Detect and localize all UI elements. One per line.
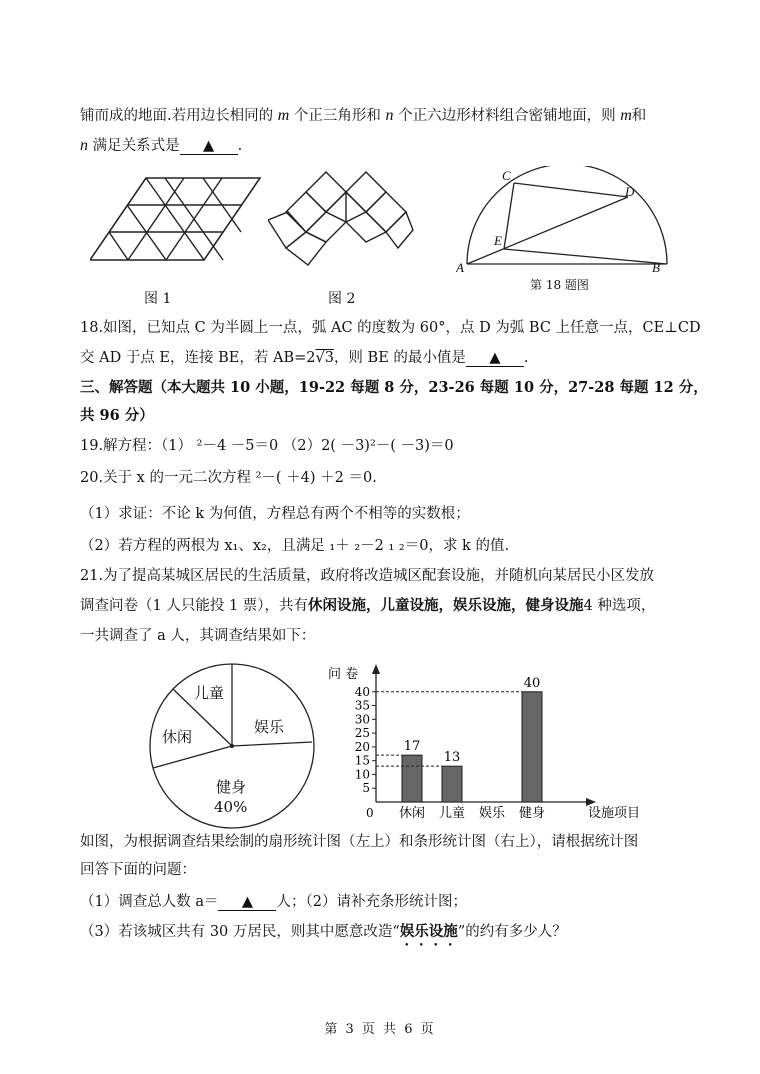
x-tick-label: 娱乐 [478,806,506,820]
q20-part-2: （2）若方程的两根为 x₁、x₂，且满足 ₁＋ ₂－2 ₁ ₂＝0，求 k 的值. [80,538,510,554]
q21-line-2: 调查问卷（1 人只能投 1 票），共有休闲设施，儿童设施，娱乐设施，健身设施4 种选项， [80,597,656,614]
q21-question-1: （1）调查总人数 a＝ ▲ 人；（2）请补充条形统计图； [80,894,467,910]
figure-18-caption: 第 18 题图 [530,278,589,292]
y-tick-label: 15 [354,753,370,768]
q21-text-1: 如图，为根据调查结果绘制的扇形统计图（左上）和条形统计图（右上），请根据统计图 [80,834,639,850]
x-tick-label: 儿童 [438,806,466,820]
y-tick-label: 30 [354,712,370,727]
bar-data-label: 13 [443,750,461,766]
figure-18-semicircle [456,166,686,276]
q17-line-1: 铺而成的地面.若用边长相同的 m 个正三角形和 n 个正六边形材料组合密铺地面，则 m和 [80,107,647,124]
q20-stem: 20.关于 x 的一元二次方程 ²－( ＋4) ＋2 ＝0. [80,470,377,486]
q20-part-1: （1）求证：不论 k 为何值，方程总有两个不相等的实数根； [80,506,470,522]
pie-chart [146,660,326,840]
y-tick-label: 35 [354,698,370,713]
pie-label-fitness: 健身 [216,778,247,796]
pie-label-child: 儿童 [194,684,225,702]
q18-line-1: 18.如图，已知点 C 为半圆上一点，弧 AC 的度数为 60°，点 D 为弧 BC 上任意一点，CE⊥CD [80,320,701,336]
q21-question-3: （3）若该城区共有 30 万居民，则其中愿意改造“娱乐设施”的约有多少人？ [80,923,567,940]
bar-1 [442,766,462,802]
pie-label-fitness-pct: 40% [214,798,248,816]
bar-data-label: 17 [403,739,421,755]
page-footer: 第 3 页 共 6 页 [324,1022,436,1037]
y-tick-label: 5 [362,781,370,796]
section-3-header: 三、解答题（本大题共 10 小题，19-22 每题 8 分，23-26 每题 10 分，27-28 每题 12 分， [80,379,708,396]
y-tick-label: 10 [354,767,370,782]
bar-0 [402,755,422,802]
x-axis-label: 设施项目 [588,806,640,820]
point-c-label: C [502,168,511,183]
origin-label: 0 [366,806,374,820]
y-tick-label: 40 [354,684,370,699]
point-d-label: D [625,184,635,199]
q21-text-2: 回答下面的问题： [80,862,196,878]
x-tick-label: 休闲 [398,806,426,820]
q21-line-3: 一共调查了 a 人，其调查结果如下： [80,628,316,644]
q19: 19.解方程：（1） ²－4 －5＝0 （2）2( －3)²－( －3)＝0 [80,438,454,454]
y-tick-label: 20 [354,739,370,754]
answer-blank: ▲ [466,350,524,367]
point-a-label: A [456,260,464,275]
q18-line-2: 交 AD 于点 E，连接 BE，若 AB=2√3，则 BE 的最小值是 ▲ . [80,350,529,366]
bar-3 [522,692,542,802]
q21-line-1: 21.为了提高某城区居民的生活质量，政府将改造城区配套设施，并随机向某居民小区发放 [80,568,655,584]
q17-line-2: n 满足关系式是 ▲ . [80,137,243,154]
figure-2-caption: 图 2 [328,291,356,307]
point-e-label: E [494,233,502,248]
y-axis-label: 问 卷 [328,667,359,682]
figure-1-triangle-tiling [90,176,280,276]
x-axis-arrow [586,798,596,806]
point-b-label: B [652,260,660,275]
section-3-header-cont: 共 96 分） [80,407,154,424]
answer-blank: ▲ [218,894,276,911]
answer-blank: ▲ [180,138,238,155]
y-axis-arrow [372,664,380,674]
pie-label-ent: 娱乐 [254,718,285,736]
y-tick-label: 25 [354,726,370,741]
figure-2-tiling [268,170,418,270]
bar-chart [320,660,640,820]
pie-label-leisure: 休闲 [162,728,193,746]
figure-1-caption: 图 1 [144,291,172,307]
x-tick-label: 健身 [518,806,546,820]
bar-data-label: 40 [523,675,541,691]
